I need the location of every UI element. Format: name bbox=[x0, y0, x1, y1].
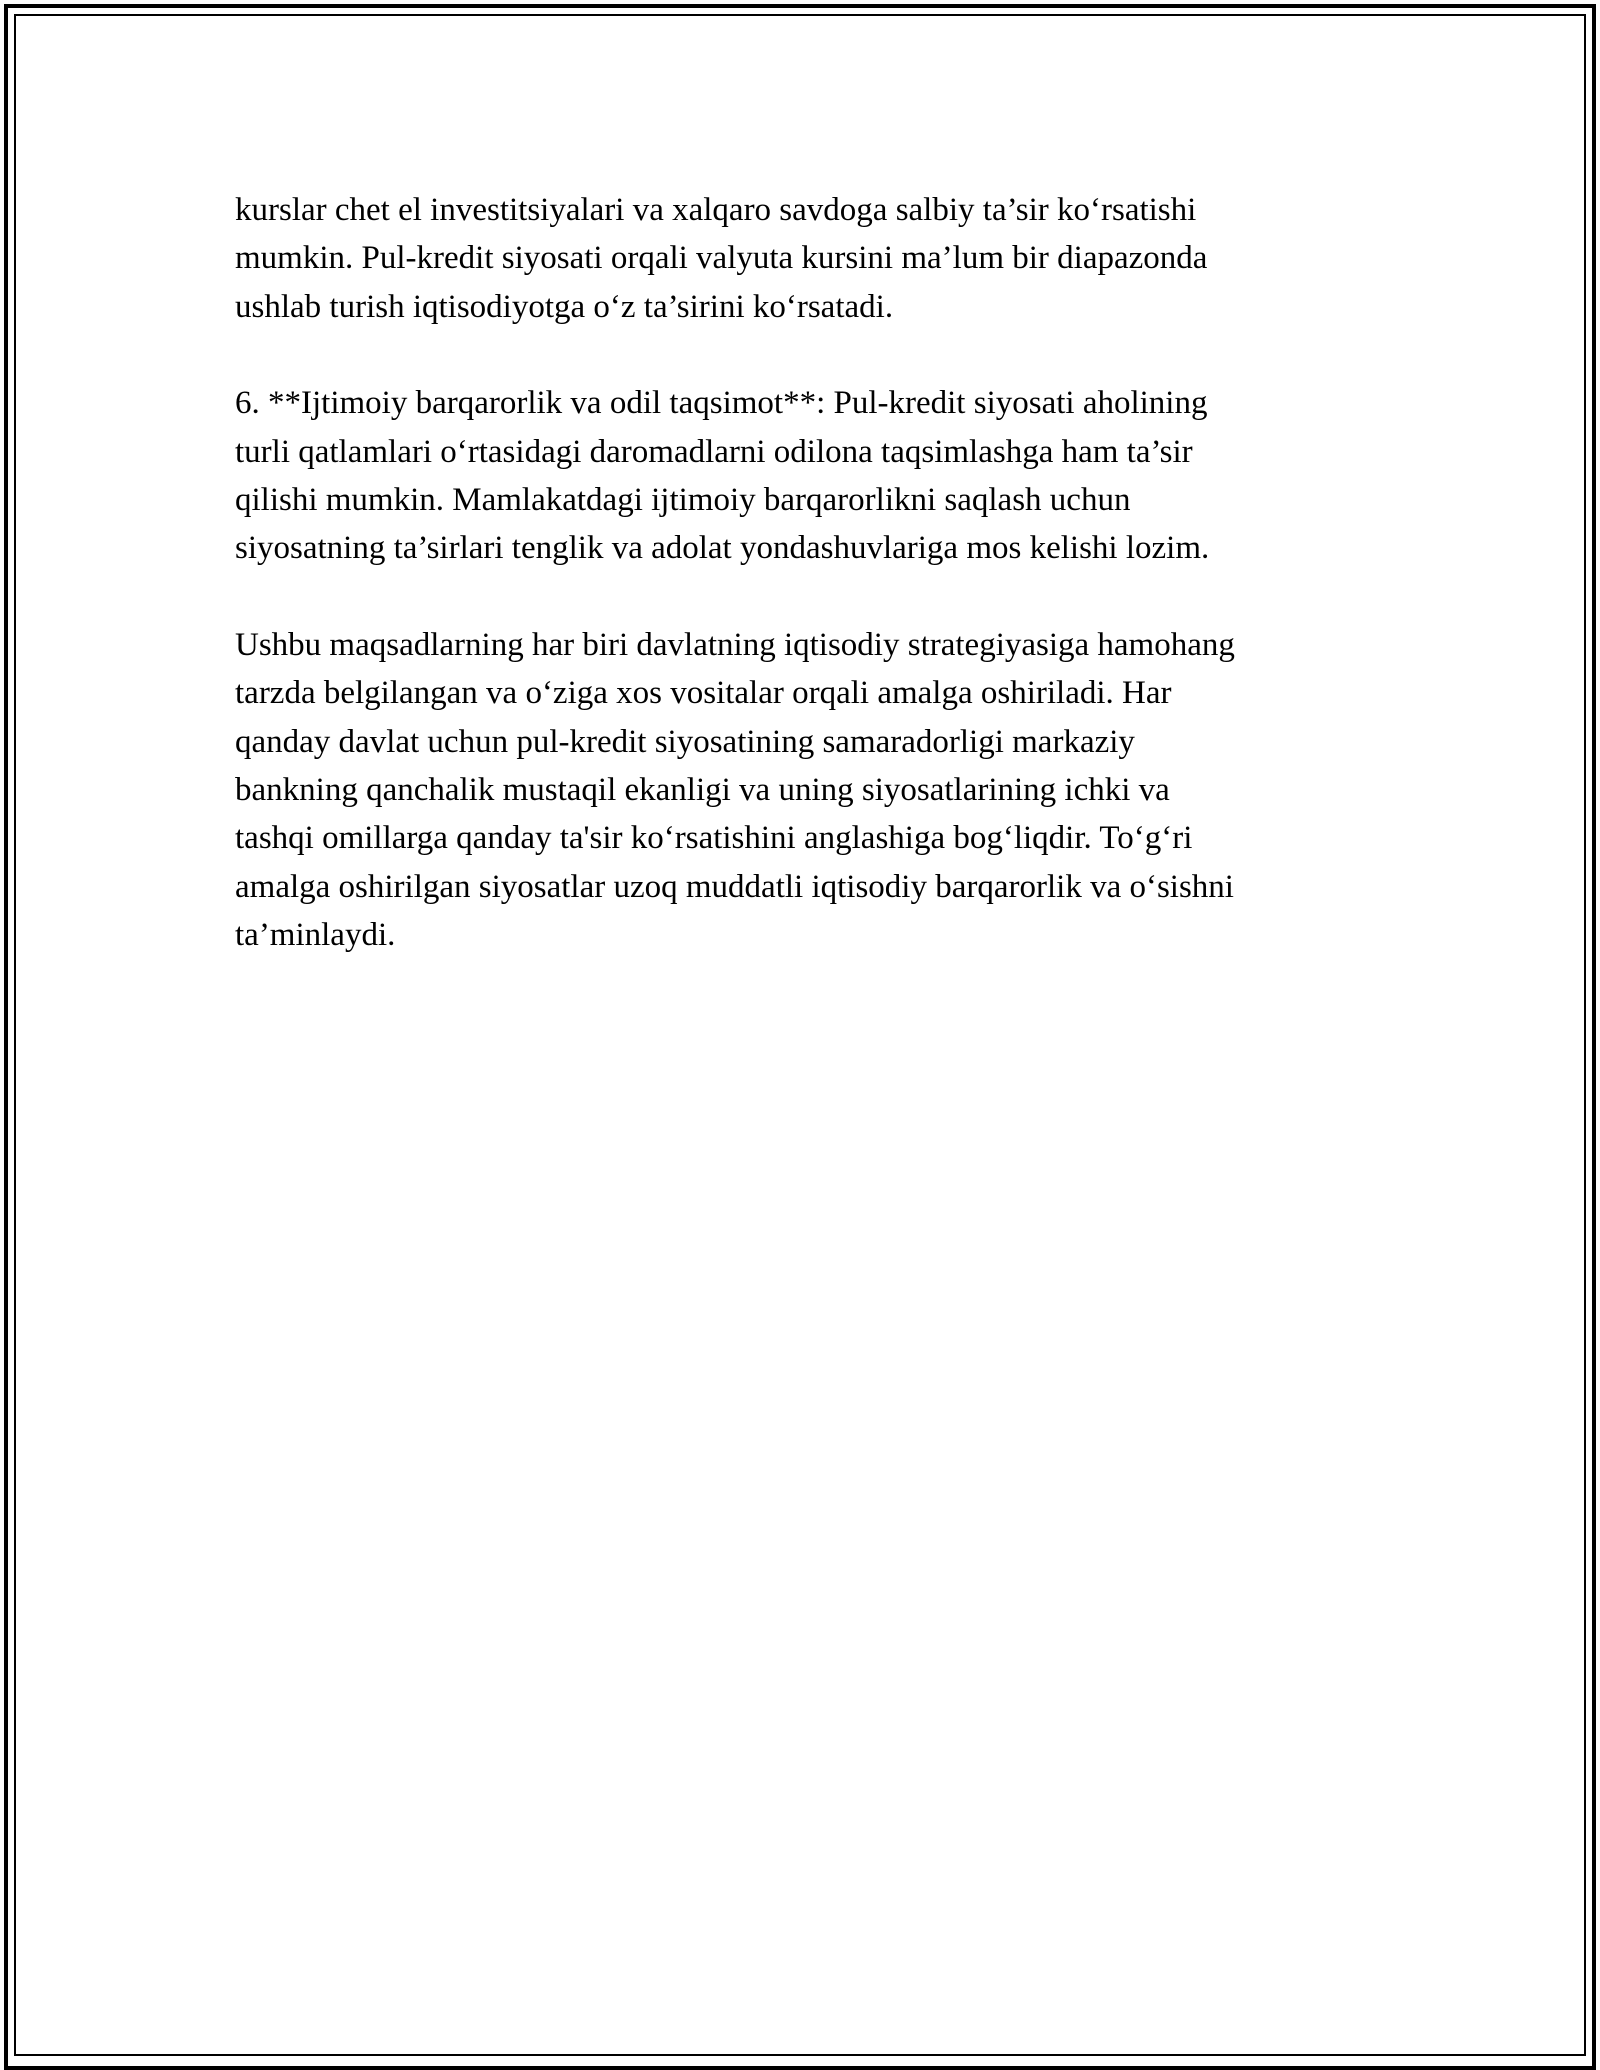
paragraph-exchange-rate: kurslar chet el investitsiyalari va xalqaro savdoga salbiy ta’sir ko‘rsatishi mumkin. Pul-kredit siyosati orqali valyuta kursini ma’lum bir diapazonda ushlab turish iqtisodiyotga o‘z ta’sirini ko‘rsatadi. bbox=[235, 192, 1208, 325]
document-body bbox=[235, 186, 1365, 1008]
paragraph-conclusion: Ushbu maqsadlarning har biri davlatning iqtisodiy strategiyasiga hamohang tarzda belgilangan va o‘ziga xos vositalar orqali amalga oshiriladi. Har qanday davlat uchun pul-kredit siyosatining samaradorligi markaziy bankning qanchalik mustaqil ekanligi va uning siyosatlarining ichki va tashqi omillarga qanday ta'sir ko‘rsatishini anglashiga bog‘liqdir. To‘g‘ri amalga oshirilgan siyosatlar uzoq muddatli iqtisodiy barqarorlik va o‘sishni ta’minlaydi. bbox=[235, 626, 1235, 954]
paragraph-social-stability: 6. **Ijtimoiy barqarorlik va odil taqsimot**: Pul-kredit siyosati aholining turli qatlamlari o‘rtasidagi daromadlarni odilona taqsimlashga ham ta’sir qilishi mumkin. Mamlakatdagi ijtimoiy barqarorlikni saqlash uchun siyosatning ta’sirlari tenglik va adolat yondashuvlariga mos kelishi lozim. bbox=[235, 385, 1210, 567]
